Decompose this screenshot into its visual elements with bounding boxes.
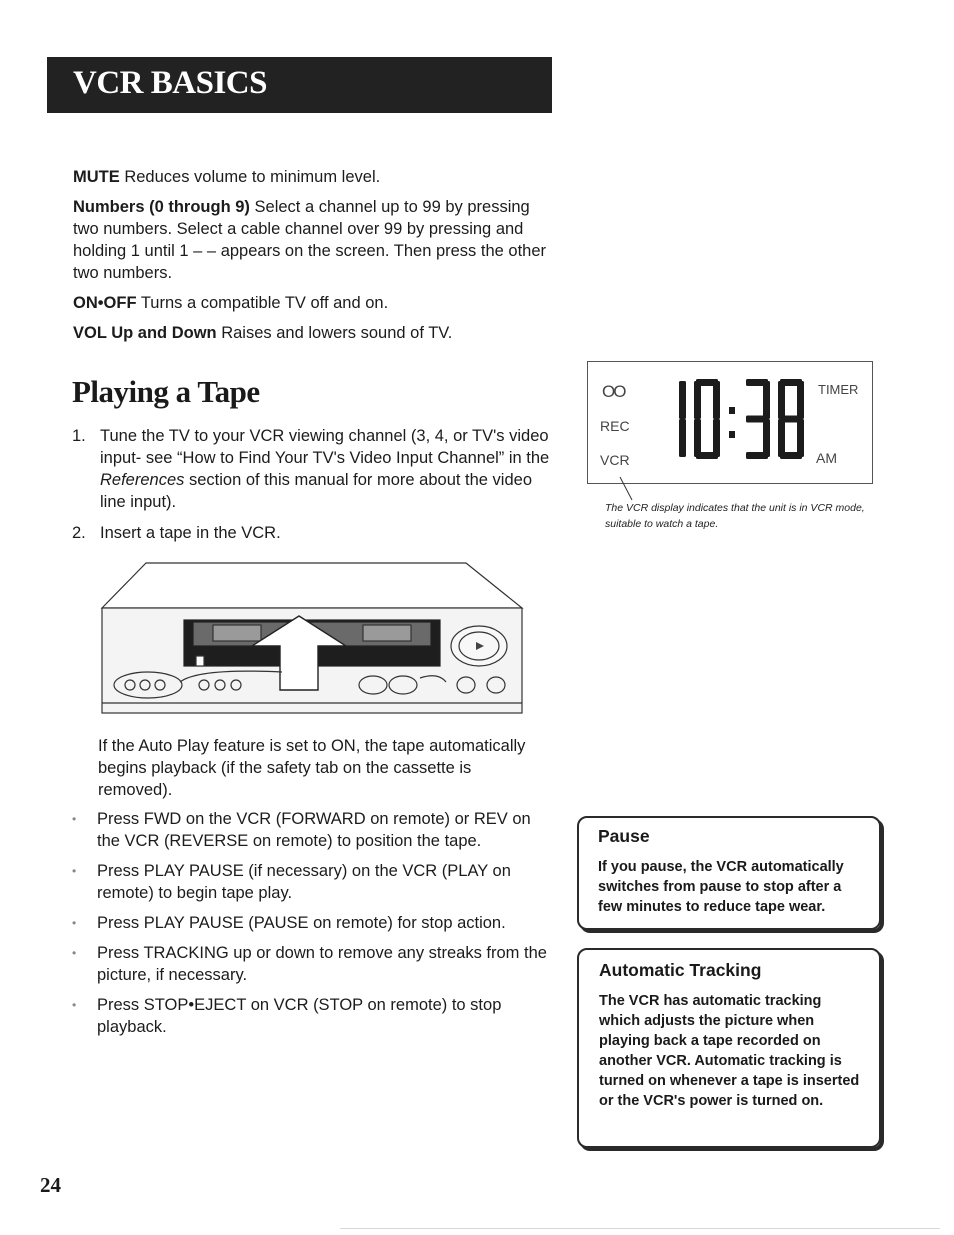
bullet-text: Press TRACKING up or down to remove any streaks from the picture, if necessary. [97, 944, 547, 984]
bullet-dot-icon: • [72, 998, 77, 1012]
definition-term: ON•OFF [73, 294, 137, 312]
step-item [72, 522, 552, 544]
digit-segment [778, 381, 785, 419]
bullet-item [72, 860, 547, 904]
step-item [72, 425, 552, 513]
vcr-indicator: VCR [600, 452, 630, 468]
definition-mute [73, 166, 548, 188]
vcr-display-panel [587, 361, 873, 484]
footer-rule [340, 1228, 940, 1229]
vcr-top-panel [102, 563, 522, 608]
definition-term: Numbers (0 through 9) [73, 198, 250, 216]
auto-play-text: If the Auto Play feature is set to ON, the tape automatically begins playback (if the safety tab on the cassette is removed). [98, 737, 526, 799]
timer-indicator: TIMER [818, 382, 859, 397]
colon-dot [729, 407, 735, 414]
digit-segment [746, 416, 768, 423]
vcr-illustration [98, 560, 526, 720]
tracking-note [577, 948, 881, 1148]
digit-segment [780, 416, 802, 423]
definition-text: Raises and lowers sound of TV. [221, 324, 453, 342]
digit-segment [679, 381, 686, 419]
step-number: 1. [72, 427, 86, 445]
digit-segment [694, 419, 701, 457]
digit-segment [713, 381, 720, 419]
pause-note-title: Pause [598, 826, 650, 846]
digit-segment [713, 419, 720, 457]
digit-segment [797, 381, 804, 419]
definition-text: Turns a compatible TV off and on. [140, 294, 389, 312]
bullet-item [72, 912, 547, 934]
page-number: 24 [40, 1173, 61, 1197]
digit-segment [778, 419, 785, 457]
digit-segment [763, 419, 770, 457]
step-number: 2. [72, 524, 86, 542]
tracking-note-title: Automatic Tracking [599, 960, 762, 980]
time-readout [658, 379, 808, 469]
digit-segment [694, 381, 701, 419]
step-text: Tune the TV to your VCR viewing channel (3, 4, or TV's video input- see “How to Find Your TV's Video Input Channel” in the [100, 427, 550, 467]
colon-dot [729, 431, 735, 438]
steps-list [72, 425, 552, 553]
digit-segment [763, 381, 770, 419]
bullet-dot-icon: • [72, 812, 77, 826]
bullet-dot-icon: • [72, 946, 77, 960]
tape-indicator-icon: OO [602, 382, 625, 401]
playback-bullets [72, 808, 547, 1046]
step-text-after: section of this manual for more about the video line input). [100, 471, 533, 511]
tracking-note-body: The VCR has automatic tracking which adjusts the picture when playing back a tape recorded on another VCR. Automatic tracking is turned on whenever a tape is inserted or the VCR's power is turned on. [599, 993, 860, 1109]
bullet-item [72, 808, 547, 852]
bullet-item [72, 942, 547, 986]
am-indicator: AM [816, 450, 837, 466]
bullet-dot-icon: • [72, 864, 77, 878]
rec-indicator: REC [600, 418, 630, 434]
bullet-text: Press FWD on the VCR (FORWARD on remote) or REV on the VCR (REVERSE on remote) to position the tape. [97, 810, 531, 850]
bullet-item [72, 994, 547, 1038]
step-text: Insert a tape in the VCR. [100, 524, 281, 542]
caption-pointer [618, 476, 638, 502]
header-title: VCR BASICS [73, 65, 267, 101]
section-title: Playing a Tape [72, 374, 260, 409]
digit-segment [679, 419, 686, 457]
display-caption: The VCR display indicates that the unit is in VCR mode, suitable to watch a tape. [605, 502, 865, 530]
definition-text: Select a channel up to 99 by pressing two numbers. Select a cable channel over 99 by pressing and holding 1 until 1 – – appears on the screen. Then press the other two numbers. [73, 198, 547, 282]
bullet-text: Press STOP•EJECT on VCR (STOP on remote) to stop playback. [97, 996, 502, 1036]
step-emphasis: References [100, 471, 185, 489]
digit-segment [797, 419, 804, 457]
definition-term: VOL Up and Down [73, 324, 217, 342]
pause-note [577, 816, 881, 930]
definition-term: MUTE [73, 168, 120, 186]
definition-numbers [73, 196, 548, 284]
digit-segment [746, 452, 768, 459]
bullet-text: Press PLAY PAUSE (PAUSE on remote) for stop action. [97, 914, 506, 932]
definition-text: Reduces volume to minimum level. [124, 168, 381, 186]
definition-vol [73, 322, 548, 344]
bullet-dot-icon: • [72, 916, 77, 930]
pause-note-body: If you pause, the VCR automatically switches from pause to stop after a few minutes to reduce tape wear. [598, 859, 844, 915]
bullet-text: Press PLAY PAUSE (if necessary) on the VCR (PLAY on remote) to begin tape play. [97, 862, 511, 902]
button-definitions [73, 166, 548, 352]
definition-on-off [73, 292, 548, 314]
header-banner [47, 57, 552, 113]
